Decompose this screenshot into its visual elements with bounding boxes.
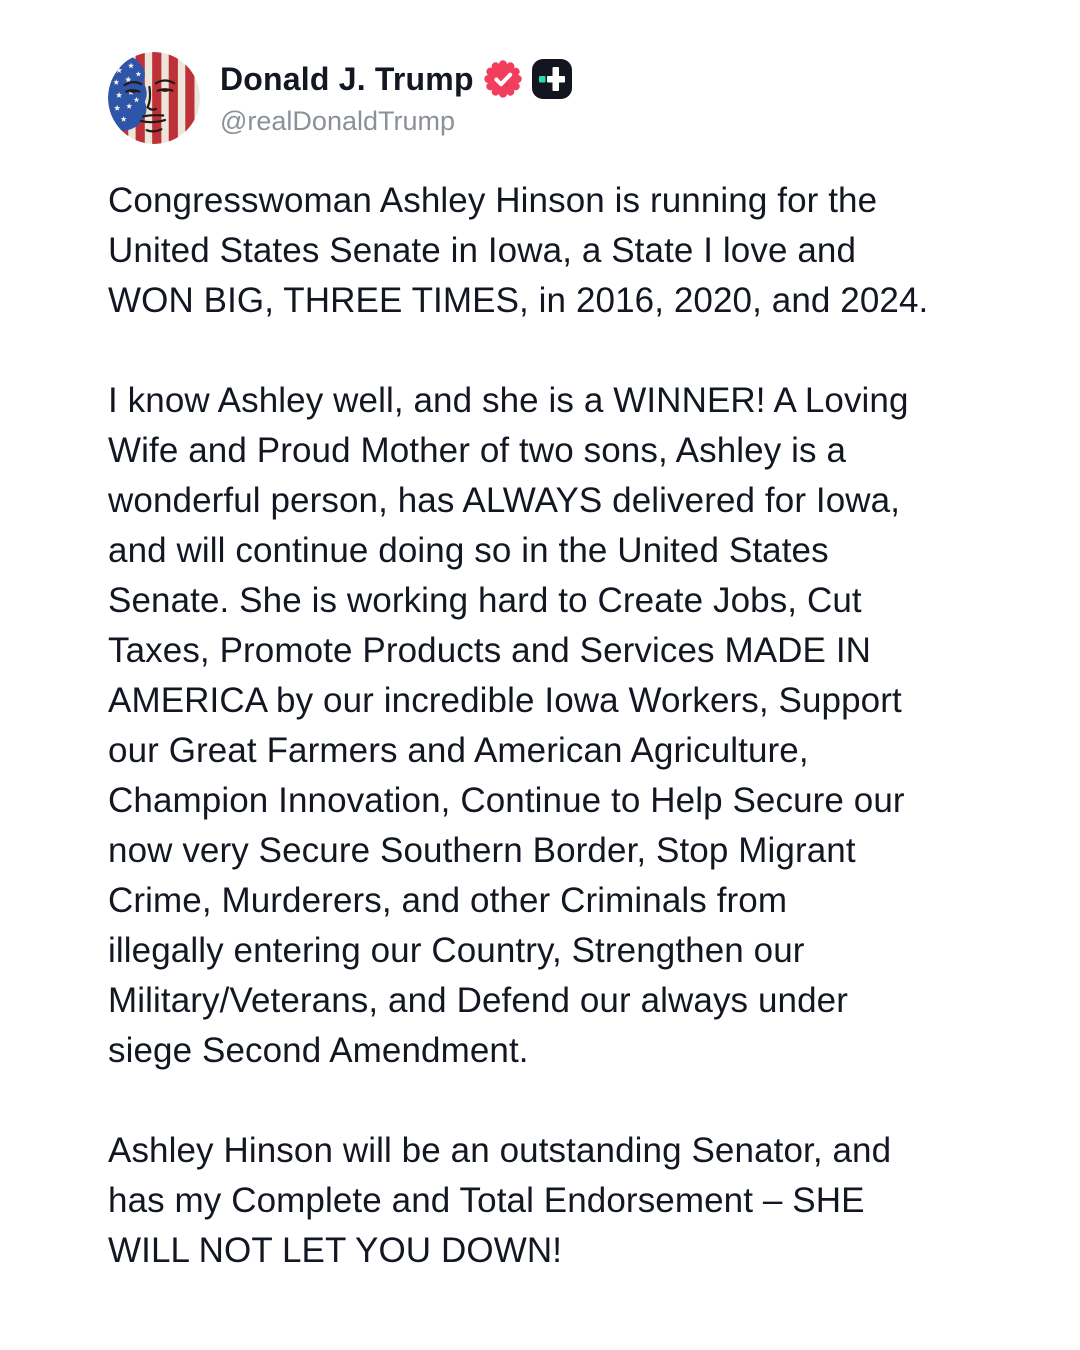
author-handle[interactable]: @realDonaldTrump (220, 106, 455, 136)
display-name[interactable]: Donald J. Trump (220, 60, 474, 97)
post-paragraph: Ashley Hinson will be an outstanding Senator, and has my Complete and Total Endorsement – SHE WILL NOT LET YOU DOWN! (108, 1131, 892, 1270)
verified-badge-icon (484, 60, 522, 98)
post-paragraph: Congresswoman Ashley Hinson is running for the United States Senate in Iowa, a State I love and WON BIG, THREE TIMES, in 2016, 2020, and 2024. (108, 181, 929, 320)
post-body (108, 176, 978, 1276)
name-row (220, 59, 572, 99)
post-header (108, 52, 972, 144)
avatar[interactable] (108, 52, 200, 144)
author-block (220, 59, 572, 137)
truth-social-logo-icon (532, 59, 572, 99)
post-paragraph: I know Ashley well, and she is a WINNER! A Loving Wife and Proud Mother of two sons, Ashley is a wonderful person, has ALWAYS delivered for Iowa, and will continue doing so in the United States Senate. She is working hard to Create Jobs, Cut Taxes, Promote Products and Services MADE IN AMERICA by our incredible Iowa Workers, Support our Great Farmers and American Agriculture, Champion Innovation, Continue to Help Secure our now very Secure Southern Border, Stop Migrant Crime, Murderers, and other Criminals from illegally entering our Country, Strengthen our Military/Veterans, and Defend our always under siege Second Amendment. (108, 381, 909, 1070)
avatar-flag-face-image (108, 52, 200, 144)
